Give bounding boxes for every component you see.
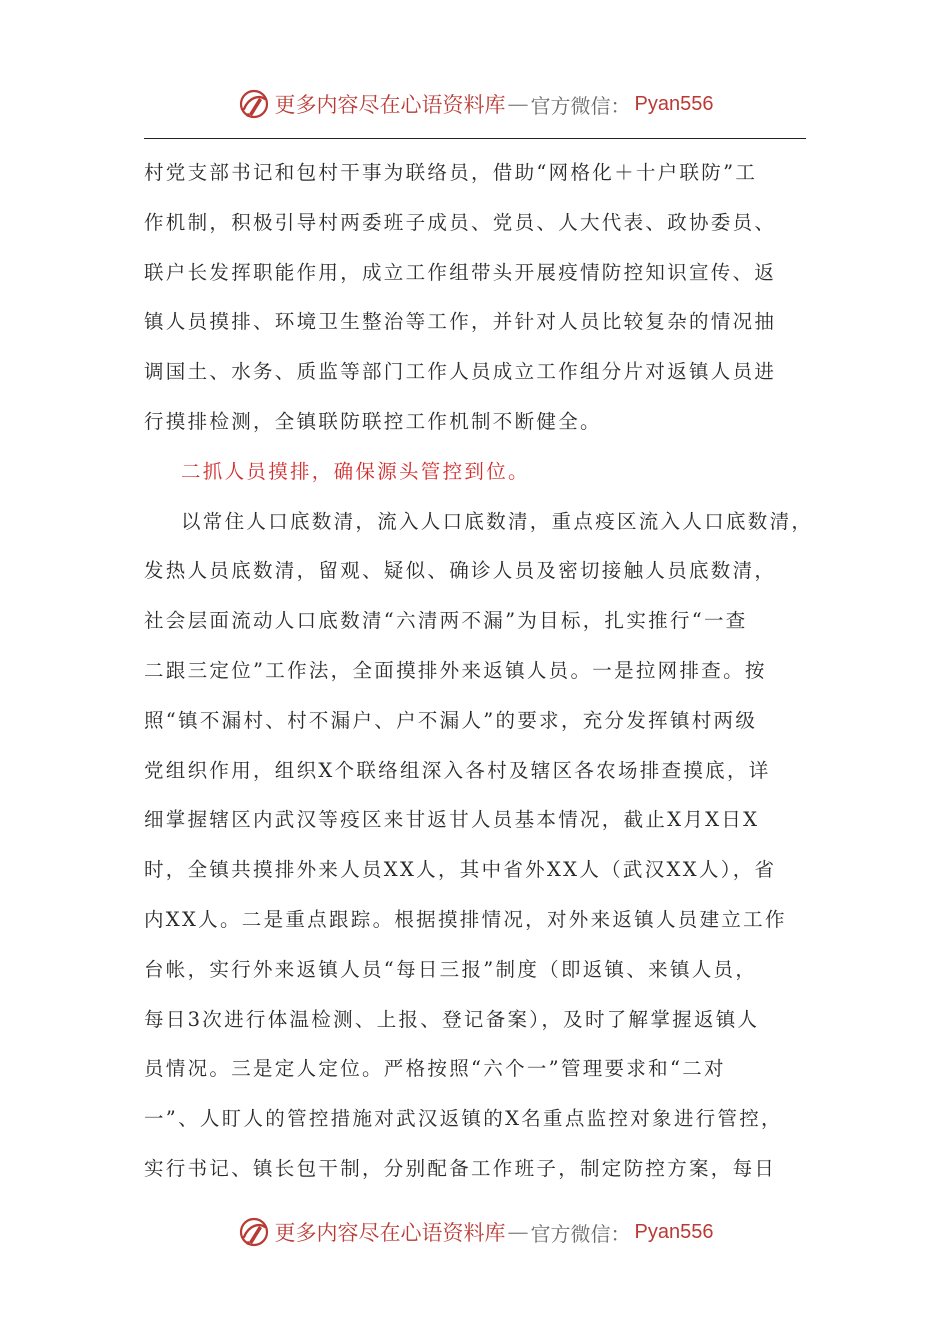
- body-line: 以常住人口底数清，流入人口底数清，重点疫区流入人口底数清，: [181, 509, 814, 533]
- body-line: 实行书记、镇长包干制，分别配备工作班子，制定防控方案，每日: [144, 1156, 777, 1180]
- section-heading: 二抓人员摸排，确保源头管控到位。: [181, 459, 530, 483]
- banner-wechat-label: 官方微信：: [530, 1221, 631, 1246]
- body-line: 镇人员摸排、环境卫生整治等工作，并针对人员比较复杂的情况抽: [144, 310, 777, 334]
- banner-wechat-id: Pyan556: [634, 1220, 714, 1243]
- body-line: 行摸排检测，全镇联防联控工作机制不断健全。: [144, 409, 602, 433]
- header-banner: [0, 84, 950, 124]
- pen-swirl-logo-icon: [237, 87, 271, 121]
- body-line: 每日3次进行体温检测、上报、登记备案），及时了解掌握返镇人: [144, 1007, 760, 1031]
- body-line: 村党支部书记和包村干事为联络员，借助“网格化＋十户联防”工: [144, 161, 758, 184]
- body-line: 细掌握辖区内武汉等疫区来甘返甘人员基本情况，截止X月X日X: [144, 808, 760, 832]
- body-line: 发热人员底数清，留观、疑似、确诊人员及密切接触人员底数清，: [144, 559, 777, 583]
- body-line: 一”、人盯人的管控措施对武汉返镇的X名重点监控对象进行管控，: [144, 1107, 783, 1131]
- body-line: 二跟三定位”工作法，全面摸排外来返镇人员。一是拉网排查。按: [144, 658, 767, 682]
- body-line: 作机制，积极引导村两委班子成员、党员、人大代表、政协委员、: [144, 210, 777, 234]
- body-line: 时，全镇共摸排外来人员XX人，其中省外XX人（武汉XX人），省: [144, 858, 777, 882]
- body-line: 党组织作用，组织X个联络组深入各村及辖区各农场排查摸底，详: [144, 758, 771, 782]
- body-line: 调国土、水务、质监等部门工作人员成立工作组分片对返镇人员进: [144, 360, 777, 384]
- body-line: 照“镇不漏村、村不漏户、户不漏人”的要求，充分发挥镇村两级: [144, 708, 758, 732]
- body-line: 社会层面流动人口底数清“六清两不漏”为目标，扎实推行“一查: [144, 609, 748, 633]
- banner-wechat-label: 官方微信：: [530, 93, 631, 118]
- document-body: [144, 148, 816, 1194]
- body-line: 联户长发挥职能作用，成立工作组带头开展疫情防控知识宣传、返: [144, 260, 777, 284]
- banner-wechat-id: Pyan556: [634, 92, 714, 115]
- footer-banner: [0, 1212, 950, 1252]
- body-line: 内XX人。二是重点跟踪。根据摸排情况，对外来返镇人员建立工作: [144, 907, 787, 931]
- banner-title: 更多内容尽在心语资料库: [274, 1221, 506, 1245]
- banner-title: 更多内容尽在心语资料库: [274, 93, 506, 117]
- pen-swirl-logo-icon: [237, 1215, 271, 1249]
- body-line: 员情况。三是定人定位。严格按照“六个一”管理要求和“二对: [144, 1057, 726, 1081]
- banner-separator: —: [507, 1220, 529, 1244]
- banner-separator: —: [507, 92, 529, 116]
- body-line: 台帐，实行外来返镇人员“每日三报”制度（即返镇、来镇人员，: [144, 957, 758, 981]
- header-divider: [144, 138, 806, 139]
